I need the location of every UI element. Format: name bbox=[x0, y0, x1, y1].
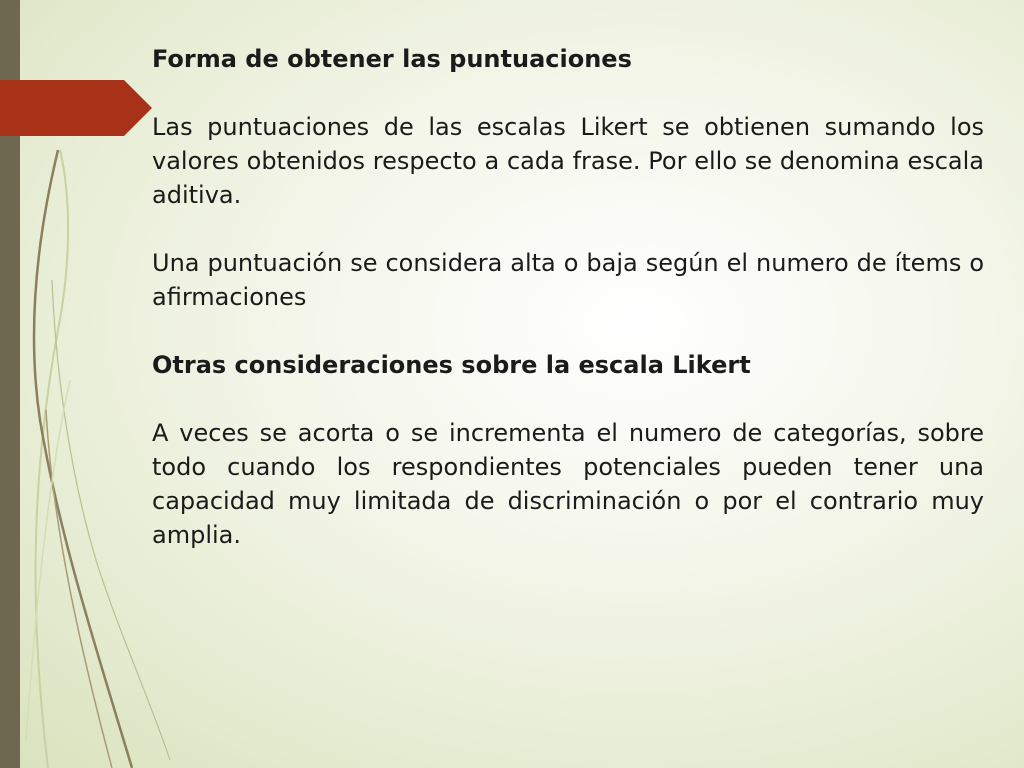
spacer bbox=[152, 76, 984, 110]
paragraph-puntuacion-alta-baja: Una puntuación se considera alta o baja según el numero de ítems o afirmaciones bbox=[152, 249, 984, 311]
spacer bbox=[152, 382, 984, 416]
spacer bbox=[152, 314, 984, 348]
heading-otras-consideraciones: Otras consideraciones sobre la escala Likert bbox=[152, 351, 751, 379]
spacer bbox=[152, 212, 984, 246]
heading-forma-de-obtener: Forma de obtener las puntuaciones bbox=[152, 45, 632, 73]
slide-content bbox=[152, 42, 984, 552]
red-arrow-marker bbox=[0, 80, 152, 136]
paragraph-categorias: A veces se acorta o se incrementa el numero de categorías, sobre todo cuando los respondientes potenciales pueden tener una capacidad muy limitada de discriminación o por el contrario muy amplia. bbox=[152, 419, 984, 549]
paragraph-puntuaciones-likert: Las puntuaciones de las escalas Likert se obtienen sumando los valores obtenidos respecto a cada frase. Por ello se denomina escala aditiva. bbox=[152, 113, 984, 209]
